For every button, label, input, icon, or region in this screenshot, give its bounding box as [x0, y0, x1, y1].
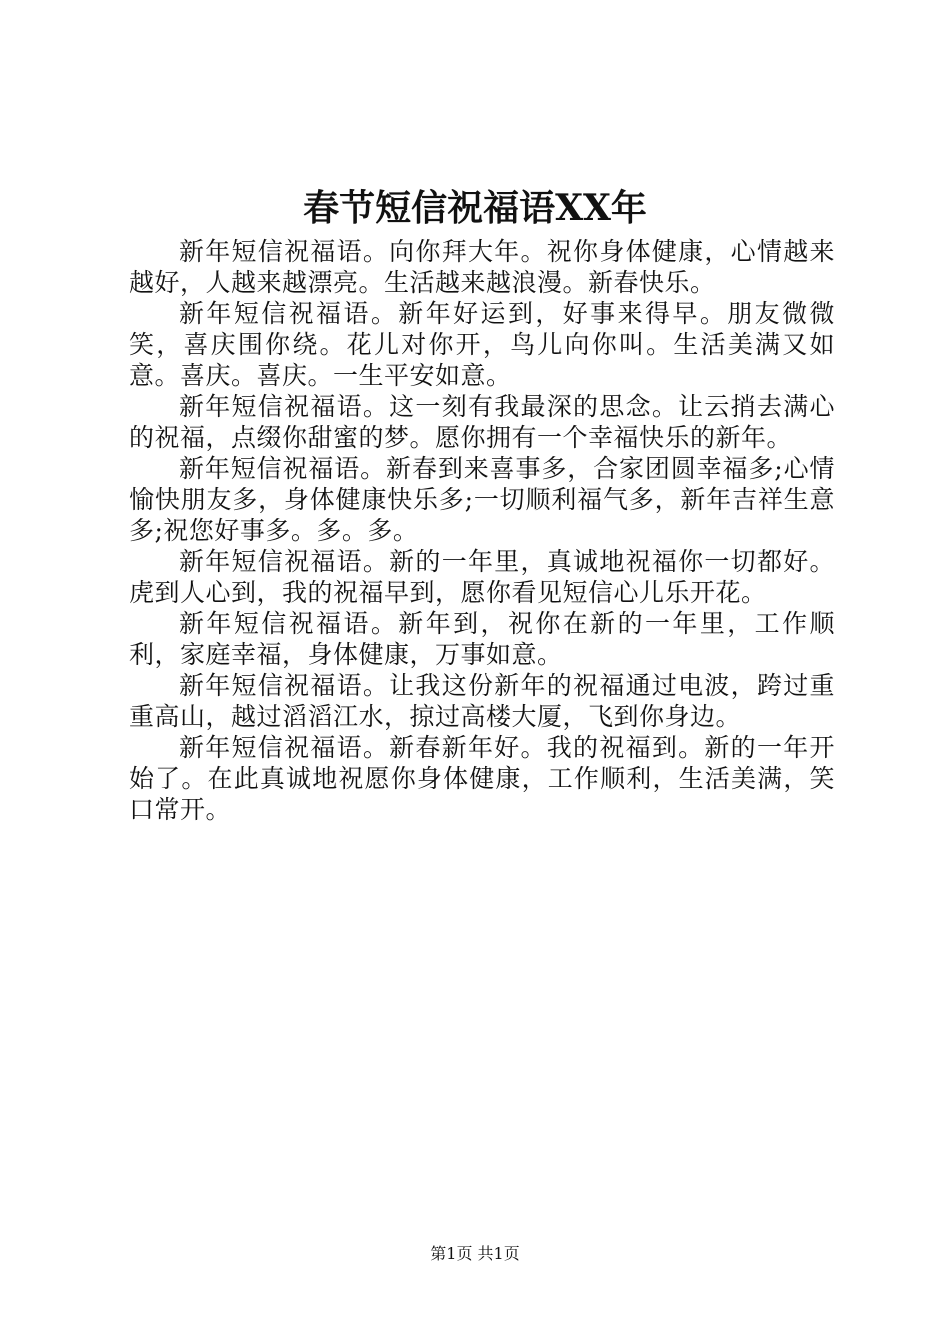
paragraph: 新年短信祝福语。让我这份新年的祝福通过电波，跨过重重高山，越过滔滔江水，掠过高楼大厦，飞到你身边。	[129, 671, 835, 731]
paragraph: 新年短信祝福语。这一刻有我最深的思念。让云捎去满心的祝福，点缀你甜蜜的梦。愿你拥有一个幸福快乐的新年。	[129, 392, 835, 452]
paragraph: 新年短信祝福语。新年到，祝你在新的一年里，工作顺利，家庭幸福，身体健康，万事如意。	[129, 609, 835, 669]
page-footer: 第1页 共1页	[430, 1244, 520, 1263]
paragraph: 新年短信祝福语。向你拜大年。祝你身体健康，心情越来越好，人越来越漂亮。生活越来越浪漫。新春快乐。	[129, 237, 835, 297]
paragraph: 新年短信祝福语。新年好运到，好事来得早。朋友微微笑，喜庆围你绕。花儿对你开，鸟儿向你叫。生活美满又如意。喜庆。喜庆。一生平安如意。	[129, 299, 835, 390]
paragraph: 新年短信祝福语。新的一年里，真诚地祝福你一切都好。虎到人心到，我的祝福早到，愿你看见短信心儿乐开花。	[129, 547, 835, 607]
paragraph: 新年短信祝福语。新春到来喜事多，合家团圆幸福多;心情愉快朋友多，身体健康快乐多;一切顺利福气多，新年吉祥生意多;祝您好事多。多。多。	[129, 454, 835, 545]
document-body	[129, 236, 835, 825]
document-title: 春节短信祝福语XX年	[303, 187, 647, 229]
paragraph: 新年短信祝福语。新春新年好。我的祝福到。新的一年开始了。在此真诚地祝愿你身体健康，工作顺利，生活美满，笑口常开。	[129, 733, 835, 824]
